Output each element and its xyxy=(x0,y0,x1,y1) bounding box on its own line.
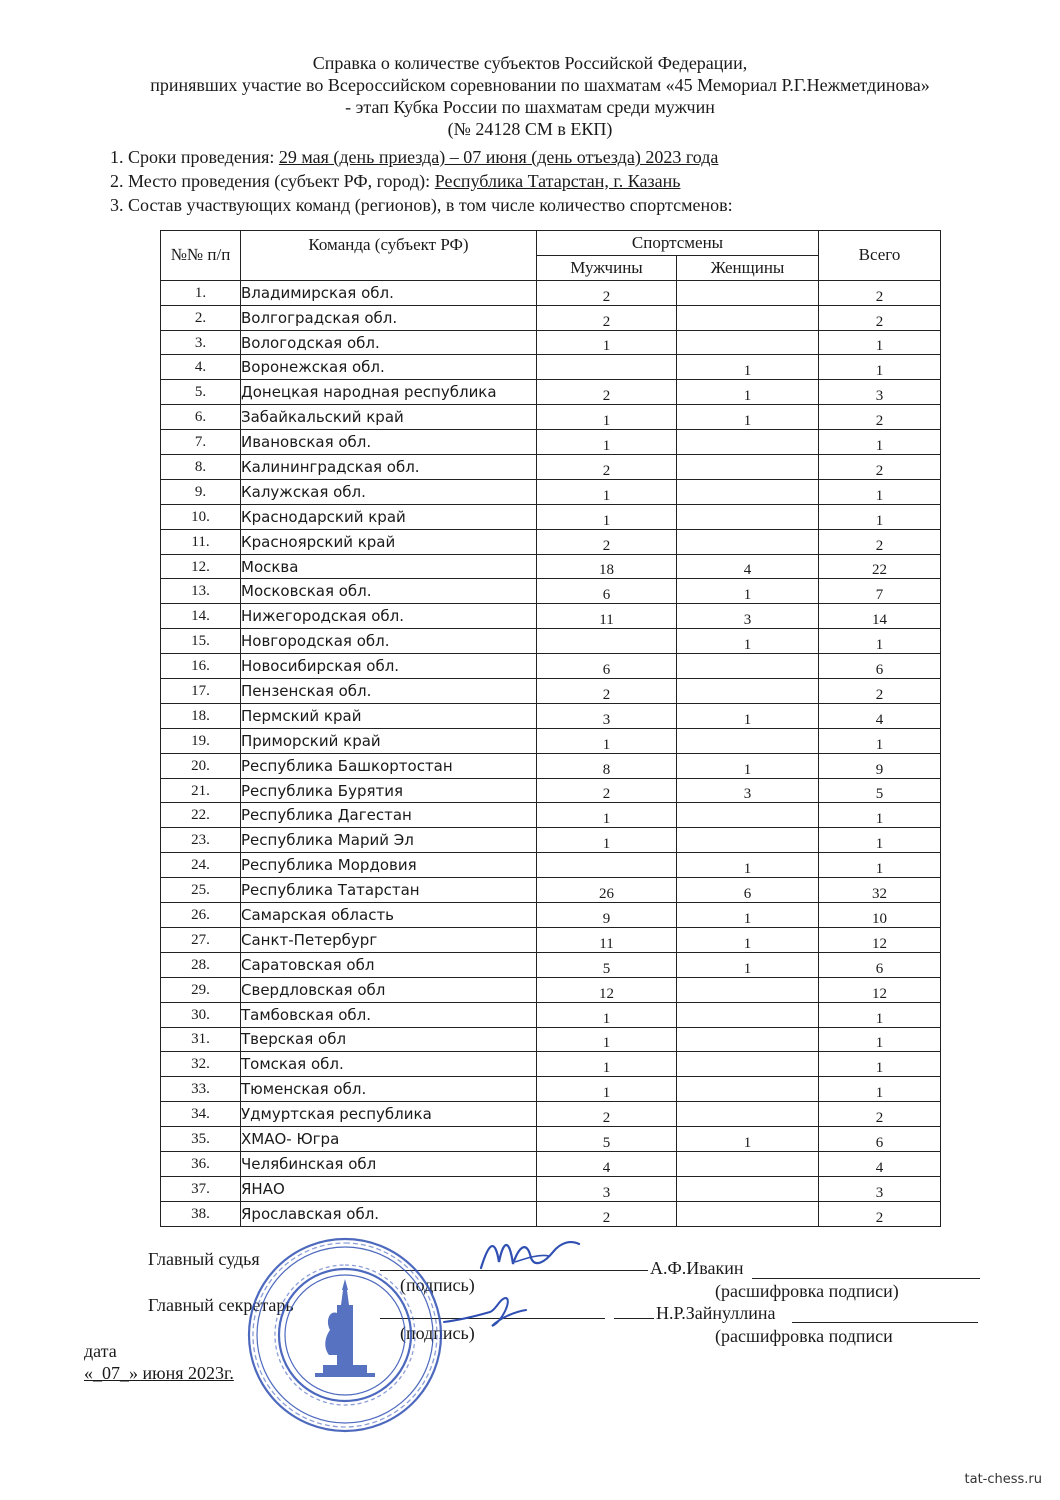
row-team: ЯНАО xyxy=(241,1176,537,1201)
table-row xyxy=(161,853,941,878)
row-women xyxy=(677,305,819,330)
row-team: Краснодарский край xyxy=(241,504,537,529)
table-row xyxy=(161,479,941,504)
row-women: 1 xyxy=(677,952,819,977)
row-women xyxy=(677,1151,819,1176)
doc-title-line-4: (№ 24128 СМ в ЕКП) xyxy=(447,119,613,139)
row-team: Москва xyxy=(241,554,537,579)
row-number: 24. xyxy=(161,853,241,878)
row-team: Ивановская обл. xyxy=(241,430,537,455)
table-row xyxy=(161,1151,941,1176)
row-team: Красноярский край xyxy=(241,529,537,554)
table-row xyxy=(161,455,941,480)
row-team: Калужская обл. xyxy=(241,479,537,504)
table-row xyxy=(161,529,941,554)
header-team: Команда (субъект РФ) xyxy=(241,231,537,281)
row-team: Забайкальский край xyxy=(241,405,537,430)
row-women xyxy=(677,430,819,455)
row-women xyxy=(677,728,819,753)
date-label: дата xyxy=(84,1341,117,1361)
row-team: Удмуртская республика xyxy=(241,1102,537,1127)
row-number: 32. xyxy=(161,1052,241,1077)
header-men: Мужчины xyxy=(537,255,677,280)
row-women xyxy=(677,1102,819,1127)
row-team: Пензенская обл. xyxy=(241,679,537,704)
table-row xyxy=(161,703,941,728)
table-row xyxy=(161,355,941,380)
table-row xyxy=(161,977,941,1002)
row-men: 6 xyxy=(537,579,677,604)
row-men: 26 xyxy=(537,878,677,903)
row-team: Новгородская обл. xyxy=(241,629,537,654)
table-row xyxy=(161,1127,941,1152)
table-row xyxy=(161,1201,941,1226)
row-number: 26. xyxy=(161,903,241,928)
row-number: 16. xyxy=(161,654,241,679)
row-total: 2 xyxy=(819,405,941,430)
row-team: Воронежская обл. xyxy=(241,355,537,380)
row-number: 5. xyxy=(161,380,241,405)
row-number: 35. xyxy=(161,1127,241,1152)
row-total: 1 xyxy=(819,330,941,355)
row-team: Волгоградская обл. xyxy=(241,305,537,330)
row-women: 6 xyxy=(677,878,819,903)
row-men xyxy=(537,853,677,878)
table-row xyxy=(161,629,941,654)
row-number: 28. xyxy=(161,952,241,977)
row-women xyxy=(677,828,819,853)
row-total: 1 xyxy=(819,629,941,654)
row-number: 9. xyxy=(161,479,241,504)
row-team: Республика Дагестан xyxy=(241,803,537,828)
judge-signature-icon xyxy=(475,1232,585,1276)
info-dates-value: 29 мая (день приезда) – 07 июня (день отъезда) 2023 года xyxy=(278,147,719,167)
row-men: 2 xyxy=(537,1102,677,1127)
table-row xyxy=(161,430,941,455)
row-number: 23. xyxy=(161,828,241,853)
row-team: Республика Татарстан xyxy=(241,878,537,903)
row-women xyxy=(677,455,819,480)
row-number: 38. xyxy=(161,1201,241,1226)
row-number: 22. xyxy=(161,803,241,828)
row-women xyxy=(677,1027,819,1052)
row-men: 1 xyxy=(537,828,677,853)
date-value: «_07_» июня 2023г. xyxy=(84,1363,234,1383)
row-men: 2 xyxy=(537,529,677,554)
row-total: 7 xyxy=(819,579,941,604)
row-team: Ярославская обл. xyxy=(241,1201,537,1226)
row-men: 2 xyxy=(537,455,677,480)
table-row xyxy=(161,1077,941,1102)
table-row xyxy=(161,579,941,604)
row-total: 6 xyxy=(819,1127,941,1152)
row-number: 36. xyxy=(161,1151,241,1176)
row-team: Самарская область xyxy=(241,903,537,928)
row-men xyxy=(537,629,677,654)
info-place xyxy=(110,170,680,192)
info-place-value: Республика Татарстан, г. Казань xyxy=(434,171,681,191)
row-total: 5 xyxy=(819,778,941,803)
row-total: 1 xyxy=(819,728,941,753)
judge-label: Главный судья xyxy=(148,1249,260,1269)
row-team: Московская обл. xyxy=(241,579,537,604)
row-number: 34. xyxy=(161,1102,241,1127)
row-team: Санкт-Петербург xyxy=(241,927,537,952)
row-men: 12 xyxy=(537,977,677,1002)
row-women xyxy=(677,803,819,828)
row-team: Приморский край xyxy=(241,728,537,753)
row-men: 1 xyxy=(537,504,677,529)
table-row xyxy=(161,679,941,704)
row-total: 3 xyxy=(819,380,941,405)
row-men: 1 xyxy=(537,1077,677,1102)
row-total: 1 xyxy=(819,853,941,878)
row-team: Нижегородская обл. xyxy=(241,604,537,629)
row-men: 1 xyxy=(537,479,677,504)
row-total: 4 xyxy=(819,1151,941,1176)
row-total: 1 xyxy=(819,828,941,853)
row-team: Саратовская обл xyxy=(241,952,537,977)
header-athletes: Спортсмены xyxy=(537,231,819,256)
row-number: 31. xyxy=(161,1027,241,1052)
doc-title-line-3: - этап Кубка России по шахматам среди мужчин xyxy=(345,97,715,117)
row-total: 1 xyxy=(819,1052,941,1077)
row-team: Тюменская обл. xyxy=(241,1077,537,1102)
round-stamp-icon xyxy=(245,1235,445,1435)
row-women xyxy=(677,529,819,554)
row-team: Тверская обл xyxy=(241,1027,537,1052)
row-number: 20. xyxy=(161,753,241,778)
row-number: 1. xyxy=(161,280,241,305)
row-women xyxy=(677,1176,819,1201)
row-team: Владимирская обл. xyxy=(241,280,537,305)
row-women: 1 xyxy=(677,903,819,928)
row-team: Республика Башкортостан xyxy=(241,753,537,778)
row-number: 37. xyxy=(161,1176,241,1201)
row-number: 12. xyxy=(161,554,241,579)
row-team: Челябинская обл xyxy=(241,1151,537,1176)
row-number: 21. xyxy=(161,778,241,803)
row-women xyxy=(677,1052,819,1077)
row-number: 27. xyxy=(161,927,241,952)
table-row xyxy=(161,405,941,430)
row-total: 2 xyxy=(819,280,941,305)
row-women: 1 xyxy=(677,927,819,952)
row-number: 4. xyxy=(161,355,241,380)
row-women: 1 xyxy=(677,380,819,405)
table-body xyxy=(161,280,941,1226)
row-men: 8 xyxy=(537,753,677,778)
judge-signature-caption: (подпись) xyxy=(400,1275,475,1295)
doc-title-line-2: принявших участие во Всероссийском соревновании по шахматам «45 Мемориал Р.Г.Нежметдинова» xyxy=(150,75,930,95)
doc-title-line-1: Справка о количестве субъектов Российской Федерации, xyxy=(312,53,748,73)
row-team: Пермский край xyxy=(241,703,537,728)
row-men: 2 xyxy=(537,305,677,330)
row-women xyxy=(677,330,819,355)
row-women xyxy=(677,654,819,679)
row-total: 10 xyxy=(819,903,941,928)
table-row xyxy=(161,803,941,828)
watermark: tat-chess.ru xyxy=(964,1472,1042,1487)
row-number: 3. xyxy=(161,330,241,355)
row-women: 3 xyxy=(677,604,819,629)
table-row xyxy=(161,504,941,529)
row-men: 1 xyxy=(537,330,677,355)
row-men: 1 xyxy=(537,1052,677,1077)
row-total: 4 xyxy=(819,703,941,728)
row-team: Республика Бурятия xyxy=(241,778,537,803)
row-men: 1 xyxy=(537,430,677,455)
row-total: 1 xyxy=(819,1002,941,1027)
teams-table xyxy=(160,230,941,1227)
secretary-decode-caption: (расшифровка подписи xyxy=(715,1326,893,1346)
secretary-name: Н.Р.Зайнуллина xyxy=(656,1303,776,1323)
row-total: 1 xyxy=(819,1077,941,1102)
row-total: 2 xyxy=(819,679,941,704)
row-men: 3 xyxy=(537,703,677,728)
row-men: 2 xyxy=(537,778,677,803)
table-row xyxy=(161,1027,941,1052)
row-team: Вологодская обл. xyxy=(241,330,537,355)
row-men: 6 xyxy=(537,654,677,679)
row-total: 12 xyxy=(819,977,941,1002)
row-total: 2 xyxy=(819,529,941,554)
row-team: Томская обл. xyxy=(241,1052,537,1077)
row-total: 32 xyxy=(819,878,941,903)
row-team: Донецкая народная республика xyxy=(241,380,537,405)
row-number: 8. xyxy=(161,455,241,480)
row-number: 29. xyxy=(161,977,241,1002)
table-row xyxy=(161,1002,941,1027)
row-men: 4 xyxy=(537,1151,677,1176)
table-row xyxy=(161,828,941,853)
table-row xyxy=(161,728,941,753)
row-number: 6. xyxy=(161,405,241,430)
row-total: 1 xyxy=(819,1027,941,1052)
table-row xyxy=(161,778,941,803)
table-row xyxy=(161,380,941,405)
row-number: 2. xyxy=(161,305,241,330)
secretary-signature-icon xyxy=(440,1292,530,1332)
judge-decode-line xyxy=(752,1278,980,1279)
row-total: 22 xyxy=(819,554,941,579)
row-men: 1 xyxy=(537,1002,677,1027)
table-row xyxy=(161,927,941,952)
row-men: 1 xyxy=(537,1027,677,1052)
row-men: 18 xyxy=(537,554,677,579)
row-women: 1 xyxy=(677,579,819,604)
row-total: 9 xyxy=(819,753,941,778)
header-total: Всего xyxy=(819,231,941,281)
row-women xyxy=(677,280,819,305)
row-total: 6 xyxy=(819,952,941,977)
table-row xyxy=(161,305,941,330)
row-number: 25. xyxy=(161,878,241,903)
row-team: Тамбовская обл. xyxy=(241,1002,537,1027)
row-number: 7. xyxy=(161,430,241,455)
row-men: 11 xyxy=(537,604,677,629)
row-men: 1 xyxy=(537,803,677,828)
judge-name: А.Ф.Ивакин xyxy=(650,1258,744,1278)
row-total: 6 xyxy=(819,654,941,679)
row-number: 10. xyxy=(161,504,241,529)
row-women: 1 xyxy=(677,1127,819,1152)
row-total: 14 xyxy=(819,604,941,629)
row-number: 17. xyxy=(161,679,241,704)
row-women xyxy=(677,504,819,529)
row-women: 1 xyxy=(677,703,819,728)
row-men: 2 xyxy=(537,679,677,704)
table-row xyxy=(161,604,941,629)
row-women xyxy=(677,479,819,504)
row-women: 4 xyxy=(677,554,819,579)
row-women xyxy=(677,1201,819,1226)
row-women: 1 xyxy=(677,753,819,778)
info-dates-label: 1. Сроки проведения: xyxy=(110,147,279,167)
header-women: Женщины xyxy=(677,255,819,280)
row-number: 15. xyxy=(161,629,241,654)
table-row xyxy=(161,878,941,903)
row-men: 5 xyxy=(537,952,677,977)
row-total: 1 xyxy=(819,430,941,455)
row-number: 13. xyxy=(161,579,241,604)
row-number: 19. xyxy=(161,728,241,753)
row-total: 1 xyxy=(819,803,941,828)
row-number: 30. xyxy=(161,1002,241,1027)
row-men: 5 xyxy=(537,1127,677,1152)
row-number: 18. xyxy=(161,703,241,728)
row-number: 11. xyxy=(161,529,241,554)
row-number: 14. xyxy=(161,604,241,629)
row-number: 33. xyxy=(161,1077,241,1102)
row-men: 1 xyxy=(537,405,677,430)
table-row xyxy=(161,554,941,579)
row-team: Калининградская обл. xyxy=(241,455,537,480)
row-men: 1 xyxy=(537,728,677,753)
row-men: 2 xyxy=(537,380,677,405)
table-row xyxy=(161,753,941,778)
row-total: 1 xyxy=(819,479,941,504)
row-men: 3 xyxy=(537,1176,677,1201)
row-total: 1 xyxy=(819,355,941,380)
row-total: 2 xyxy=(819,1102,941,1127)
row-team: Свердловская обл xyxy=(241,977,537,1002)
secretary-decode-line xyxy=(792,1322,978,1323)
row-total: 1 xyxy=(819,504,941,529)
table-row xyxy=(161,280,941,305)
secretary-label: Главный секретарь xyxy=(148,1295,294,1315)
row-total: 2 xyxy=(819,1201,941,1226)
row-men: 11 xyxy=(537,927,677,952)
row-women: 1 xyxy=(677,629,819,654)
row-team: Новосибирская обл. xyxy=(241,654,537,679)
row-men: 2 xyxy=(537,280,677,305)
table-row xyxy=(161,952,941,977)
row-total: 12 xyxy=(819,927,941,952)
row-women xyxy=(677,977,819,1002)
row-women: 1 xyxy=(677,853,819,878)
table-row xyxy=(161,1052,941,1077)
secretary-short-line xyxy=(614,1318,654,1319)
row-men: 9 xyxy=(537,903,677,928)
row-women: 1 xyxy=(677,355,819,380)
row-women xyxy=(677,1077,819,1102)
row-team: Республика Марий Эл xyxy=(241,828,537,853)
row-men xyxy=(537,355,677,380)
table-row xyxy=(161,654,941,679)
row-women: 1 xyxy=(677,405,819,430)
row-women xyxy=(677,1002,819,1027)
row-total: 2 xyxy=(819,305,941,330)
table-row xyxy=(161,903,941,928)
row-team: ХМАО- Югра xyxy=(241,1127,537,1152)
judge-decode-caption: (расшифровка подписи) xyxy=(715,1281,899,1301)
secretary-signature-caption: (подпись) xyxy=(400,1323,475,1343)
header-num: №№ п/п xyxy=(161,231,241,281)
row-men: 2 xyxy=(537,1201,677,1226)
row-total: 2 xyxy=(819,455,941,480)
row-women xyxy=(677,679,819,704)
info-dates xyxy=(110,146,718,168)
table-row xyxy=(161,1176,941,1201)
info-teams: 3. Состав участвующих команд (регионов), в том числе количество спортсменов: xyxy=(110,195,733,215)
table-row xyxy=(161,1102,941,1127)
row-total: 3 xyxy=(819,1176,941,1201)
info-place-label: 2. Место проведения (субъект РФ, город): xyxy=(110,171,435,191)
table-row xyxy=(161,330,941,355)
row-team: Республика Мордовия xyxy=(241,853,537,878)
row-women: 3 xyxy=(677,778,819,803)
